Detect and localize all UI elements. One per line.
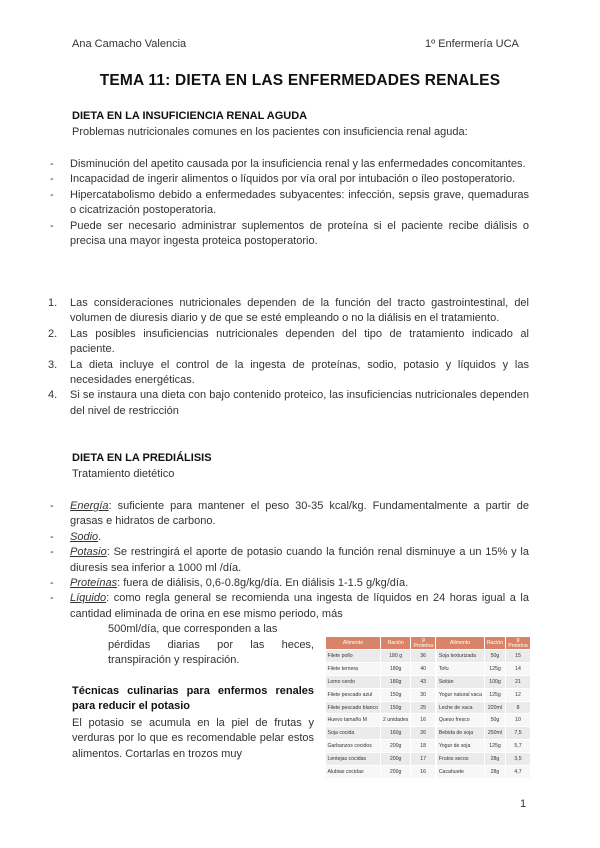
table-cell: 100g bbox=[484, 675, 505, 688]
table-cell: Bebida de soja bbox=[436, 727, 485, 740]
tecnicas-text: El potasio se acumula en la piel de frutas y verduras por lo que es recomendable pelar estos alimentos. Cortarlas en trozos muy bbox=[72, 717, 314, 760]
table-cell: Garbanzos cocidos bbox=[326, 740, 381, 753]
table-row bbox=[326, 688, 531, 701]
table-cell: 40 bbox=[411, 662, 436, 675]
table-cell: 180g bbox=[380, 662, 410, 675]
list-item: - Potasio: Se restringirá el aporte de potasio cuando la función renal disminuye a un 15% y la diuresis sea inferior a 1000 ml /día. bbox=[50, 546, 529, 574]
section-heading-tecnicas: Técnicas culinarias para enfermos renales para reducir el potasio bbox=[72, 685, 314, 713]
table-row bbox=[326, 766, 531, 779]
table-cell: Lentejas cocidas bbox=[326, 753, 381, 766]
table-header: Alimento bbox=[436, 637, 485, 650]
table-cell: Yogur de soja bbox=[436, 740, 485, 753]
table-cell: 8 bbox=[506, 701, 531, 714]
table-cell: 125g bbox=[484, 662, 505, 675]
table-cell: Filete pollo bbox=[326, 650, 381, 663]
section-intro: Problemas nutricionales comunes en los pacientes con insuficiencia renal aguda: bbox=[72, 126, 468, 138]
page-number: 1 bbox=[520, 798, 527, 810]
list-item: - Puede ser necesario administrar suplementos de proteína si el paciente recibe diálisis o precisa una mayor ingesta proteica postoperatorio. bbox=[50, 219, 529, 248]
list-item: 1. Las consideraciones nutricionales dependen de la función del tracto gastrointestinal, del volumen de diuresis diario y de que se esté empleando o no la diálisis en el tratamiento. bbox=[48, 297, 529, 325]
table-cell: 50g bbox=[484, 714, 505, 727]
table-cell: Yogur natural vaca bbox=[436, 688, 485, 701]
table-cell: Frutos secos bbox=[436, 753, 485, 766]
table-header: Ración bbox=[484, 637, 505, 650]
table-cell: Filete pescado azul bbox=[326, 688, 381, 701]
list-item: 3. La dieta incluye el control de la ingesta de proteínas, sodio, potasio y líquidos y las necesidades energéticas. bbox=[48, 358, 529, 387]
table-header: Alimento bbox=[326, 637, 381, 650]
table-cell: 180 g bbox=[380, 650, 410, 663]
table-row bbox=[326, 662, 531, 675]
table-cell: 16 bbox=[411, 714, 436, 727]
liquid-continuation-1: 500ml/día, que corresponden a las bbox=[108, 623, 278, 635]
table-cell: 43 bbox=[411, 675, 436, 688]
table-header: g Proteína bbox=[506, 637, 531, 650]
table-cell: 2 unidades bbox=[380, 714, 410, 727]
table-cell: 36 bbox=[411, 650, 436, 663]
table-row bbox=[326, 701, 531, 714]
table-cell: 150g bbox=[380, 701, 410, 714]
table-row bbox=[326, 740, 531, 753]
table-cell: 25 bbox=[411, 701, 436, 714]
table-cell: 15 bbox=[506, 650, 531, 663]
table-row bbox=[326, 753, 531, 766]
list-item: - Hipercatabolismo debido a enfermedades subyacentes: infección, sepsis grave, quemaduras o cicatrización postoperatoria. bbox=[50, 188, 529, 217]
table-cell: Leche de vaca bbox=[436, 701, 485, 714]
table-cell: 16 bbox=[411, 766, 436, 779]
table-row bbox=[326, 714, 531, 727]
list-item: - Sodio. bbox=[50, 530, 102, 543]
table-cell: 50g bbox=[484, 650, 505, 663]
table-cell: 10 bbox=[506, 714, 531, 727]
table-cell: Lomo cerdo bbox=[326, 675, 381, 688]
table-cell: 125g bbox=[484, 740, 505, 753]
table-cell: 200g bbox=[380, 753, 410, 766]
table-cell: 180g bbox=[380, 675, 410, 688]
table-row bbox=[326, 650, 531, 663]
table-cell: Tofu bbox=[436, 662, 485, 675]
list-item: - Energía: suficiente para mantener el peso 30-35 kcal/kg. Fundamentalmente a partir de grasas e hidratos de carbono. bbox=[50, 500, 529, 528]
section-heading-ira: DIETA EN LA INSUFICIENCIA RENAL AGUDA bbox=[72, 110, 308, 122]
table-cell: 200g bbox=[380, 740, 410, 753]
table-cell: 160g bbox=[380, 727, 410, 740]
table-cell: 14 bbox=[506, 662, 531, 675]
list-item: 2. Las posibles insuficiencias nutricionales dependen del tipo de tratamiento indicado al paciente. bbox=[48, 327, 529, 356]
section-heading-predialisis: DIETA EN LA PREDIÁLISIS bbox=[72, 452, 212, 464]
list-item: - Incapacidad de ingerir alimentos o líquidos por vía oral por intubación o íleo postoperatorio. bbox=[50, 173, 516, 186]
table-cell: 12 bbox=[506, 688, 531, 701]
table-cell: Filete ternera bbox=[326, 662, 381, 675]
list-item: 4. Si se instaura una dieta con bajo contenido proteico, las insuficiencias nutricionales dependen del nivel de restricción bbox=[48, 389, 529, 417]
table-row bbox=[326, 675, 531, 688]
bullet-list bbox=[50, 157, 529, 249]
header-course: 1º Enfermería UCA bbox=[425, 38, 519, 50]
table-cell: 7,5 bbox=[506, 727, 531, 740]
prediálisis-list bbox=[50, 499, 529, 622]
table-cell: 150g bbox=[380, 688, 410, 701]
table-cell: 18 bbox=[411, 740, 436, 753]
table-cell: Cacahuete bbox=[436, 766, 485, 779]
list-item: - Líquido: como regla general se recomienda una ingesta de líquidos en 24 horas igual a la cantidad eliminada de orina en ese mismo periodo, más bbox=[50, 592, 529, 620]
page-title: TEMA 11: DIETA EN LAS ENFERMEDADES RENALES bbox=[99, 72, 501, 89]
table-cell: 125g bbox=[484, 688, 505, 701]
list-item: - Proteínas: fuera de diálisis, 0,6-0.8g/kg/día. En diálisis 1-1.5 g/kg/día. bbox=[50, 577, 409, 590]
table-cell: 17 bbox=[411, 753, 436, 766]
list-item: - Disminución del apetito causada por la insuficiencia renal y las enfermedades concomitantes. bbox=[50, 158, 526, 170]
table-cell: Queso fresco bbox=[436, 714, 485, 727]
table-cell: Filete pescado blanco bbox=[326, 701, 381, 714]
header-author: Ana Camacho Valencia bbox=[72, 38, 187, 50]
table-header: Ración bbox=[380, 637, 410, 650]
table-cell: 5,7 bbox=[506, 740, 531, 753]
table-cell: 220ml bbox=[484, 701, 505, 714]
table-cell: 200g bbox=[380, 766, 410, 779]
table-cell: Seitán bbox=[436, 675, 485, 688]
table-cell: 250ml bbox=[484, 727, 505, 740]
table-cell: 21 bbox=[506, 675, 531, 688]
section-subheading: Tratamiento dietético bbox=[72, 468, 175, 480]
table-cell: Soja cocida bbox=[326, 727, 381, 740]
table-cell: Alubias cocidas bbox=[326, 766, 381, 779]
table-cell: 3,5 bbox=[506, 753, 531, 766]
table-cell: Soja texturizada bbox=[436, 650, 485, 663]
table-header: g Proteína bbox=[411, 637, 436, 650]
table-cell: Huevo tamaño M bbox=[326, 714, 381, 727]
protein-table bbox=[325, 636, 531, 779]
table-cell: 28g bbox=[484, 753, 505, 766]
table-cell: 28g bbox=[484, 766, 505, 779]
table-header-row bbox=[326, 637, 531, 650]
table-cell: 26 bbox=[411, 727, 436, 740]
table-cell: 30 bbox=[411, 688, 436, 701]
table-cell: 4,7 bbox=[506, 766, 531, 779]
liquid-continuation-2: pérdidas diarias por las heces, transpiración y respiración. bbox=[108, 639, 314, 667]
table-row bbox=[326, 727, 531, 740]
numbered-list bbox=[48, 296, 529, 419]
